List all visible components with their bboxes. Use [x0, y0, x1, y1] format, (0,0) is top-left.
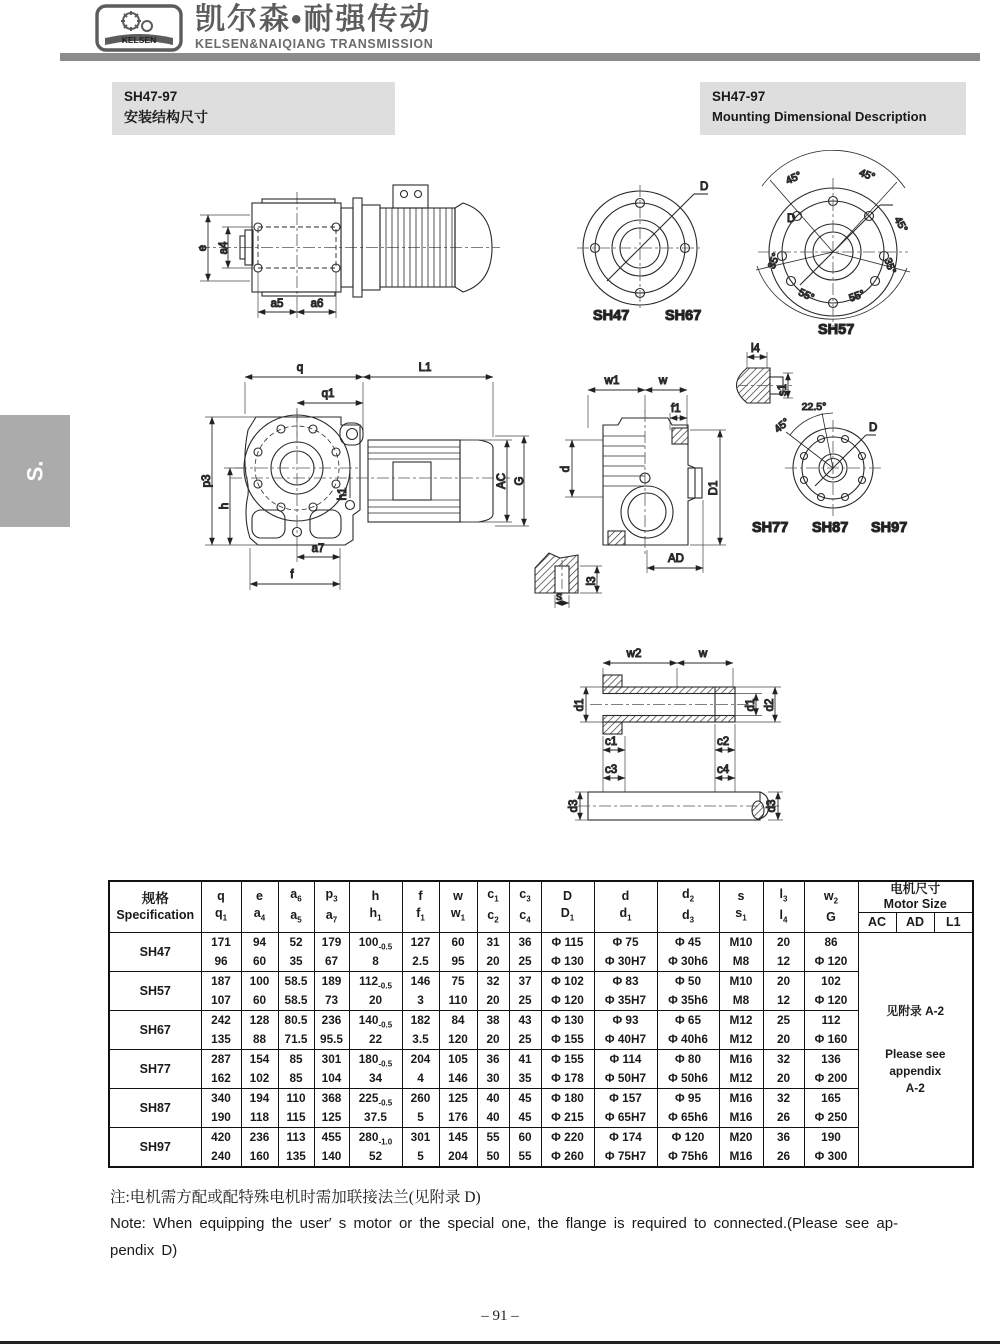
- value-cell: 32 20: [477, 972, 509, 1011]
- brand-header: [95, 4, 433, 52]
- spec-cell: SH57: [109, 972, 201, 1011]
- value-cell: 204 4: [402, 1050, 439, 1089]
- dim-label-D1: D1: [708, 480, 720, 496]
- header-col: q $q_1$: [201, 881, 241, 933]
- motor-size-note-cell: 见附录 A-2 Please see appendix A-2: [858, 933, 973, 1168]
- dim-label-G: G: [514, 476, 526, 486]
- title-en: Mounting Dimensional Description: [712, 109, 927, 124]
- value-cell: 145 204: [439, 1128, 477, 1168]
- value-cell: 236 95.5: [314, 1011, 349, 1050]
- value-cell: 75 110: [439, 972, 477, 1011]
- value-cell: 194 118: [241, 1089, 278, 1128]
- page-number: – 91 –: [481, 1308, 519, 1324]
- header-col: $c_3$ $c_4$: [509, 881, 541, 933]
- caption-sh77: SH77: [752, 520, 789, 536]
- dim-label-w: w: [658, 375, 668, 387]
- value-cell: Φ 130 Φ 155: [541, 1011, 594, 1050]
- value-cell: 179 67: [314, 933, 349, 972]
- value-cell: 189 73: [314, 972, 349, 1011]
- value-cell: 60 55: [509, 1128, 541, 1168]
- value-cell: 260 5: [402, 1089, 439, 1128]
- note-zh: 注:电机需方配或配特殊电机时需加联接法兰(见附录 D): [110, 1189, 481, 1206]
- value-cell: $180_{-0.5}$ 34: [349, 1050, 402, 1089]
- table-row: [109, 1011, 973, 1050]
- dim-label-h1: h1: [337, 487, 349, 501]
- value-cell: 32 26: [763, 1089, 804, 1128]
- value-cell: 38 20: [477, 1011, 509, 1050]
- angle-35-b: 35°: [881, 256, 899, 276]
- caption-sh67: SH67: [665, 308, 702, 324]
- value-cell: 420 240: [201, 1128, 241, 1168]
- value-cell: 60 95: [439, 933, 477, 972]
- dim-label-w-shaft: w: [698, 648, 708, 660]
- value-cell: $280_{-1.0}$ 52: [349, 1128, 402, 1168]
- dim-label-w1: w1: [604, 375, 620, 387]
- drawing-detail-l3-s: [535, 553, 602, 608]
- dim-label-c2: c2: [717, 736, 730, 748]
- dim-label-d1-right: d1: [745, 698, 757, 712]
- dim-label-d1-left: d1: [574, 698, 586, 712]
- dim-label-L1: L1: [418, 362, 432, 374]
- dim-label-a7: a7: [311, 543, 325, 555]
- value-cell: 20 12: [763, 972, 804, 1011]
- angle-45-b: 45°: [857, 166, 877, 184]
- caption-sh97: SH97: [871, 520, 908, 536]
- table-row: [109, 972, 973, 1011]
- caption-sh87: SH87: [812, 520, 849, 536]
- value-cell: 36 25: [509, 933, 541, 972]
- value-cell: 102 Φ 120: [804, 972, 858, 1011]
- header-col: $a_6$ $a_5$: [278, 881, 314, 933]
- dim-label-l3: l3: [586, 576, 598, 586]
- header-col: $w_2$ G: [804, 881, 858, 933]
- value-cell: 340 190: [201, 1089, 241, 1128]
- dim-label-d3-right: d3: [766, 799, 778, 813]
- drawing-flange-sh57: [756, 150, 910, 338]
- table-row: [109, 1050, 973, 1089]
- dim-label-c4: c4: [717, 764, 730, 776]
- value-cell: 36 30: [477, 1050, 509, 1089]
- header-col: f $f_1$: [402, 881, 439, 933]
- header-divider: [60, 53, 980, 61]
- value-cell: 171 96: [201, 933, 241, 972]
- value-cell: 165 Φ 250: [804, 1089, 858, 1128]
- value-cell: Φ 180 Φ 215: [541, 1089, 594, 1128]
- value-cell: Φ 220 Φ 260: [541, 1128, 594, 1168]
- dim-label-a5: a5: [270, 298, 284, 310]
- dim-label-p3: p3: [201, 474, 213, 488]
- technical-drawings: [0, 150, 1000, 882]
- value-cell: M12 M12: [719, 1011, 763, 1050]
- angle-35-a: 35°: [765, 251, 783, 271]
- dim-label-a4: a4: [218, 241, 230, 255]
- value-cell: $112_{-0.5}$ 20: [349, 972, 402, 1011]
- table-row: [109, 1128, 973, 1168]
- value-cell: $100_{-0.5}$ 8: [349, 933, 402, 972]
- value-cell: 32 20: [763, 1050, 804, 1089]
- value-cell: Φ 114 Φ 50H7: [594, 1050, 657, 1089]
- value-cell: Φ 155 Φ 178: [541, 1050, 594, 1089]
- spec-cell: SH67: [109, 1011, 201, 1050]
- dimension-table: [108, 880, 974, 1168]
- value-cell: 136 Φ 200: [804, 1050, 858, 1089]
- title-zh: 安装结构尺寸: [124, 109, 208, 125]
- value-cell: 58.5 58.5: [278, 972, 314, 1011]
- dim-label-d3-left: d3: [568, 799, 580, 813]
- header-col: e $a_4$: [241, 881, 278, 933]
- value-cell: Φ 75 Φ 30H7: [594, 933, 657, 972]
- dim-label-D-sh57: D: [787, 213, 796, 225]
- value-cell: M10 M8: [719, 933, 763, 972]
- value-cell: 190 Φ 300: [804, 1128, 858, 1168]
- model-range-en: SH47-97: [712, 89, 766, 104]
- header-motor-sub: AD: [896, 913, 934, 933]
- value-cell: Φ 65 Φ 40h6: [657, 1011, 719, 1050]
- value-cell: 301 104: [314, 1050, 349, 1089]
- drawing-flange-sh47-sh67: [577, 181, 708, 324]
- value-cell: Φ 80 Φ 50h6: [657, 1050, 719, 1089]
- header-motor-sub: AC: [858, 913, 896, 933]
- value-cell: Φ 45 Φ 30h6: [657, 933, 719, 972]
- header-col: $c_1$ $c_2$: [477, 881, 509, 933]
- drawing-flange-sh77-97: [752, 401, 907, 536]
- value-cell: 301 5: [402, 1128, 439, 1168]
- dim-label-e: e: [197, 244, 209, 252]
- value-cell: 43 25: [509, 1011, 541, 1050]
- value-cell: Φ 157 Φ 65H7: [594, 1089, 657, 1128]
- value-cell: 55 50: [477, 1128, 509, 1168]
- dim-label-l4: l4: [751, 343, 760, 355]
- header-col: h $h_1$: [349, 881, 402, 933]
- spec-cell: SH87: [109, 1089, 201, 1128]
- brand-name-en: KELSEN&NAIQIANG TRANSMISSION: [195, 37, 434, 51]
- value-cell: Φ 93 Φ 40H7: [594, 1011, 657, 1050]
- dim-label-f: f: [290, 569, 294, 581]
- caption-sh47: SH47: [593, 308, 630, 324]
- spec-cell: SH47: [109, 933, 201, 972]
- value-cell: Φ 120 Φ 75h6: [657, 1128, 719, 1168]
- value-cell: M16 M12: [719, 1050, 763, 1089]
- value-cell: 20 12: [763, 933, 804, 972]
- caption-sh57: SH57: [818, 322, 855, 338]
- value-cell: 94 60: [241, 933, 278, 972]
- dim-label-AD: AD: [668, 553, 684, 565]
- value-cell: 25 20: [763, 1011, 804, 1050]
- dim-label-q: q: [296, 362, 304, 374]
- header-specification: 规格 Specification: [109, 881, 201, 933]
- angle-225: 22.5°: [801, 401, 827, 413]
- value-cell: 236 160: [241, 1128, 278, 1168]
- drawing-top-view: [108, 185, 500, 318]
- dim-label-c1: c1: [605, 736, 618, 748]
- value-cell: 154 102: [241, 1050, 278, 1089]
- value-cell: 36 26: [763, 1128, 804, 1168]
- value-cell: 113 135: [278, 1128, 314, 1168]
- value-cell: Φ 95 Φ 65h6: [657, 1089, 719, 1128]
- value-cell: M10 M8: [719, 972, 763, 1011]
- value-cell: $225_{-0.5}$ 37.5: [349, 1089, 402, 1128]
- angle-45-large: 45°: [772, 415, 793, 436]
- value-cell: Φ 50 Φ 35h6: [657, 972, 719, 1011]
- dim-label-s: s: [556, 591, 562, 603]
- dim-label-f1: f1: [671, 403, 681, 415]
- value-cell: 368 125: [314, 1089, 349, 1128]
- value-cell: 40 40: [477, 1089, 509, 1128]
- header-col: D $D_1$: [541, 881, 594, 933]
- title-block-en: [700, 82, 966, 135]
- value-cell: 125 176: [439, 1089, 477, 1128]
- value-cell: Φ 102 Φ 120: [541, 972, 594, 1011]
- note-en-line2: pendix D): [110, 1242, 178, 1259]
- value-cell: 112 Φ 160: [804, 1011, 858, 1050]
- value-cell: 31 20: [477, 933, 509, 972]
- spec-cell: SH77: [109, 1050, 201, 1089]
- table-row: [109, 1089, 973, 1128]
- value-cell: 41 35: [509, 1050, 541, 1089]
- dim-label-D-small: D: [700, 181, 709, 193]
- logo-text: KELSEN: [121, 35, 157, 45]
- angle-45-a: 45°: [783, 169, 804, 188]
- value-cell: 146 3: [402, 972, 439, 1011]
- drawing-front-view: [201, 362, 529, 590]
- drawing-detail-l4-s1: [737, 343, 794, 403]
- value-cell: 37 25: [509, 972, 541, 1011]
- value-cell: 86 Φ 120: [804, 933, 858, 972]
- spec-cell: SH97: [109, 1128, 201, 1168]
- header-motor-size: 电机尺寸 Motor Size: [858, 881, 973, 913]
- header-col: $l_3$ $l_4$: [763, 881, 804, 933]
- header-col: s $s_1$: [719, 881, 763, 933]
- angle-45-c: 45°: [891, 214, 910, 235]
- value-cell: 127 2.5: [402, 933, 439, 972]
- value-cell: 52 35: [278, 933, 314, 972]
- dim-label-D-large: D: [869, 422, 878, 434]
- note-en-line1: Note: When equipping the user′ s motor or the special one, the flange is required to connected.(Please see ap-: [110, 1215, 899, 1232]
- dim-label-q1: q1: [321, 388, 335, 400]
- dim-label-d: d: [560, 465, 572, 473]
- dim-label-h: h: [219, 502, 231, 510]
- header-col: $p_3$ $a_7$: [314, 881, 349, 933]
- value-cell: 242 135: [201, 1011, 241, 1050]
- dim-label-s1: s1: [777, 383, 789, 397]
- value-cell: 100 60: [241, 972, 278, 1011]
- section-tab-label: S.: [21, 460, 47, 482]
- value-cell: 287 162: [201, 1050, 241, 1089]
- value-cell: $140_{-0.5}$ 22: [349, 1011, 402, 1050]
- value-cell: 84 120: [439, 1011, 477, 1050]
- header-col: d $d_1$: [594, 881, 657, 933]
- value-cell: 187 107: [201, 972, 241, 1011]
- value-cell: 105 146: [439, 1050, 477, 1089]
- dim-label-AC: AC: [496, 473, 508, 489]
- title-block-zh: [112, 82, 395, 135]
- value-cell: M20 M16: [719, 1128, 763, 1168]
- dim-label-a6: a6: [310, 298, 324, 310]
- value-cell: 45 45: [509, 1089, 541, 1128]
- header-col: $d_2$ $d_3$: [657, 881, 719, 933]
- drawing-side-view: [560, 375, 726, 573]
- dim-label-w2: w2: [626, 648, 642, 660]
- header-col: w $w_1$: [439, 881, 477, 933]
- value-cell: 80.5 71.5: [278, 1011, 314, 1050]
- value-cell: 182 3.5: [402, 1011, 439, 1050]
- value-cell: M16 M16: [719, 1089, 763, 1128]
- kelsen-logo-icon: [95, 4, 183, 52]
- brand-name-zh: 凯尔森•耐强传动: [195, 3, 432, 36]
- footnotes: [110, 1186, 970, 1264]
- drawing-shaft-sections: [568, 648, 783, 820]
- value-cell: Φ 115 Φ 130: [541, 933, 594, 972]
- dim-label-c3: c3: [605, 764, 618, 776]
- angle-55-b: 55°: [847, 287, 867, 305]
- dim-label-d2: d2: [764, 698, 776, 712]
- value-cell: 455 140: [314, 1128, 349, 1168]
- model-range: SH47-97: [124, 89, 178, 104]
- table-row: [109, 933, 973, 972]
- value-cell: 85 85: [278, 1050, 314, 1089]
- angle-55-a: 55°: [796, 286, 817, 305]
- value-cell: 110 115: [278, 1089, 314, 1128]
- value-cell: 128 88: [241, 1011, 278, 1050]
- value-cell: Φ 174 Φ 75H7: [594, 1128, 657, 1168]
- value-cell: Φ 83 Φ 35H7: [594, 972, 657, 1011]
- header-motor-sub: L1: [934, 913, 973, 933]
